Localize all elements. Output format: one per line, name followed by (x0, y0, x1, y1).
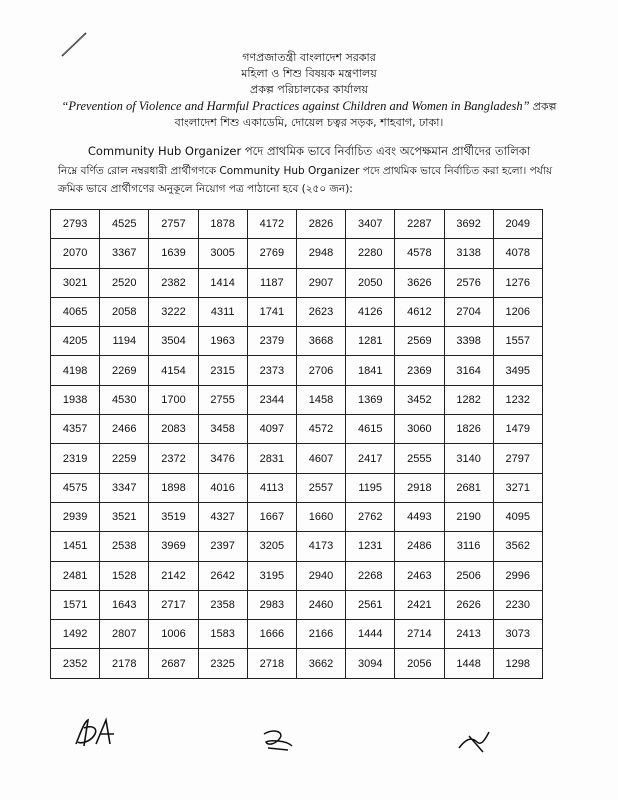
roll-number-cell: 2561 (346, 590, 395, 619)
roll-number-cell: 2413 (444, 620, 493, 649)
table-row (51, 502, 543, 531)
roll-number-cell: 3021 (51, 268, 100, 297)
table-row (51, 473, 543, 502)
roll-number-cell: 3692 (444, 210, 493, 239)
roll-number-cell: 2948 (296, 239, 345, 268)
roll-number-cell: 1841 (346, 356, 395, 385)
roll-number-cell: 1667 (247, 502, 296, 531)
roll-number-cell: 4095 (493, 502, 542, 531)
roll-number-cell: 3476 (198, 444, 247, 473)
roll-number-cell: 1639 (149, 239, 198, 268)
roll-number-cell: 1660 (296, 502, 345, 531)
roll-number-cell: 2466 (100, 415, 149, 444)
roll-number-cell: 4327 (198, 502, 247, 531)
roll-number-cell: 2642 (198, 561, 247, 590)
govt-name: গণপ্রজাতন্ত্রী বাংলাদেশ সরকার (242, 51, 376, 64)
roll-number-cell: 2417 (346, 444, 395, 473)
roll-number-cell: 3060 (395, 415, 444, 444)
roll-number-cell: 2372 (149, 444, 198, 473)
roll-number-cell: 2831 (247, 444, 296, 473)
roll-number-cell: 1276 (493, 268, 542, 297)
roll-number-cell: 2755 (198, 385, 247, 414)
roll-number-cell: 1187 (247, 268, 296, 297)
roll-number-cell: 1281 (346, 327, 395, 356)
roll-number-table (50, 209, 543, 679)
roll-number-cell: 4126 (346, 297, 395, 326)
roll-number-cell: 3668 (296, 327, 345, 356)
roll-number-cell: 1479 (493, 415, 542, 444)
roll-number-cell: 2319 (51, 444, 100, 473)
roll-number-cell: 2352 (51, 649, 100, 678)
roll-number-cell: 4612 (395, 297, 444, 326)
roll-number-cell: 2259 (100, 444, 149, 473)
roll-number-cell: 1448 (444, 649, 493, 678)
roll-number-cell: 2718 (247, 649, 296, 678)
project-suffix: প্রকল্প (532, 100, 557, 113)
roll-number-cell: 2325 (198, 649, 247, 678)
roll-number-cell: 2506 (444, 561, 493, 590)
roll-number-cell: 3495 (493, 356, 542, 385)
roll-number-cell: 3347 (100, 473, 149, 502)
roll-number-cell: 2382 (149, 268, 198, 297)
roll-number-cell: 2983 (247, 590, 296, 619)
project-title (0, 98, 618, 115)
roll-number-cell: 2626 (444, 590, 493, 619)
roll-number-cell: 3521 (100, 502, 149, 531)
roll-number-cell: 1878 (198, 210, 247, 239)
roll-number-cell: 3164 (444, 356, 493, 385)
roll-number-cell: 4097 (247, 415, 296, 444)
roll-number-cell: 3205 (247, 532, 296, 561)
roll-number-cell: 1583 (198, 620, 247, 649)
roll-number-cell: 2373 (247, 356, 296, 385)
roll-number-cell: 1963 (198, 327, 247, 356)
roll-number-cell: 3073 (493, 620, 542, 649)
roll-number-cell: 1232 (493, 385, 542, 414)
roll-number-cell: 4572 (296, 415, 345, 444)
roll-number-cell: 2793 (51, 210, 100, 239)
roll-number-cell: 2460 (296, 590, 345, 619)
roll-number-cell: 4525 (100, 210, 149, 239)
roll-number-cell: 3458 (198, 415, 247, 444)
roll-number-cell: 3398 (444, 327, 493, 356)
roll-number-cell: 1444 (346, 620, 395, 649)
table-row (51, 532, 543, 561)
roll-number-cell: 2717 (149, 590, 198, 619)
roll-number-cell: 3407 (346, 210, 395, 239)
roll-number-cell: 4154 (149, 356, 198, 385)
roll-number-cell: 1282 (444, 385, 493, 414)
roll-number-cell: 2623 (296, 297, 345, 326)
roll-number-cell: 2687 (149, 649, 198, 678)
roll-number-cell: 2315 (198, 356, 247, 385)
roll-number-cell: 3562 (493, 532, 542, 561)
roll-number-cell: 4607 (296, 444, 345, 473)
roll-number-cell: 4493 (395, 502, 444, 531)
table-row (51, 444, 543, 473)
roll-number-cell: 1741 (247, 297, 296, 326)
table-row (51, 385, 543, 414)
roll-number-cell: 1938 (51, 385, 100, 414)
table-row (51, 561, 543, 590)
roll-number-cell: 4575 (51, 473, 100, 502)
signature-3 (455, 726, 495, 756)
roll-number-cell: 2681 (444, 473, 493, 502)
table-row (51, 649, 543, 678)
roll-number-cell: 3094 (346, 649, 395, 678)
roll-number-cell: 2557 (296, 473, 345, 502)
roll-number-cell: 2463 (395, 561, 444, 590)
roll-number-cell: 2268 (346, 561, 395, 590)
roll-number-cell: 2050 (346, 268, 395, 297)
ministry-name: মহিলা ও শিশু বিষয়ক মন্ত্রণালয় (241, 67, 377, 80)
roll-number-cell: 2757 (149, 210, 198, 239)
table-row (51, 239, 543, 268)
table-row (51, 297, 543, 326)
roll-number-cell: 4357 (51, 415, 100, 444)
table-row (51, 620, 543, 649)
roll-number-cell: 1458 (296, 385, 345, 414)
roll-number-cell: 3367 (100, 239, 149, 268)
list-title: Community Hub Organizer পদে প্রাথমিক ভাবে নির্বাচিত এবং অপেক্ষমান প্রার্থীদের তালিকা (87, 144, 531, 158)
roll-number-cell: 2280 (346, 239, 395, 268)
roll-number-cell: 2397 (198, 532, 247, 561)
roll-number-cell: 3138 (444, 239, 493, 268)
roll-number-cell: 2569 (395, 327, 444, 356)
roll-number-cell: 4615 (346, 415, 395, 444)
roll-number-cell: 2166 (296, 620, 345, 649)
list-description: নিম্নে বর্ণিত রোল নম্বরধারী প্রার্থীগণকে Community Hub Organizer পদে প্রাথমিক ভাবে নির্বাচিত করা হলো। পর্যায় ক্রমিক ভাবে প্রার্থীগণের অনুকূলে নিয়োগ পত্র পাঠানো হবে (২৫০ জন): (58, 165, 553, 195)
roll-number-cell: 1643 (100, 590, 149, 619)
roll-number-cell: 4578 (395, 239, 444, 268)
roll-number-cell: 1195 (346, 473, 395, 502)
table-row (51, 356, 543, 385)
roll-number-cell: 3005 (198, 239, 247, 268)
roll-number-cell: 1006 (149, 620, 198, 649)
roll-number-cell: 2190 (444, 502, 493, 531)
roll-number-cell: 2762 (346, 502, 395, 531)
roll-number-cell: 2520 (100, 268, 149, 297)
roll-number-cell: 2538 (100, 532, 149, 561)
table-row (51, 415, 543, 444)
roll-number-cell: 3195 (247, 561, 296, 590)
roll-number-cell: 1206 (493, 297, 542, 326)
roll-number-cell: 2706 (296, 356, 345, 385)
table-row (51, 327, 543, 356)
table-row (51, 590, 543, 619)
roll-number-cell: 1898 (149, 473, 198, 502)
roll-number-cell: 3626 (395, 268, 444, 297)
roll-number-cell: 2576 (444, 268, 493, 297)
roll-number-cell: 2344 (247, 385, 296, 414)
roll-number-cell: 3662 (296, 649, 345, 678)
document-header (0, 50, 618, 131)
roll-number-cell: 2230 (493, 590, 542, 619)
roll-number-cell: 1826 (444, 415, 493, 444)
roll-number-cell: 2826 (296, 210, 345, 239)
roll-number-cell: 1666 (247, 620, 296, 649)
roll-number-cell: 1414 (198, 268, 247, 297)
roll-number-cell: 1492 (51, 620, 100, 649)
roll-number-cell: 4198 (51, 356, 100, 385)
roll-number-cell: 2049 (493, 210, 542, 239)
roll-number-cell: 2907 (296, 268, 345, 297)
signature-1 (70, 714, 130, 754)
roll-number-cell: 2287 (395, 210, 444, 239)
roll-number-cell: 2083 (149, 415, 198, 444)
roll-number-cell: 4078 (493, 239, 542, 268)
roll-number-cell: 4311 (198, 297, 247, 326)
roll-number-cell: 2369 (395, 356, 444, 385)
roll-number-cell: 1700 (149, 385, 198, 414)
roll-number-cell: 4530 (100, 385, 149, 414)
roll-number-cell: 2939 (51, 502, 100, 531)
roll-number-cell: 2142 (149, 561, 198, 590)
roll-number-cell: 2807 (100, 620, 149, 649)
roll-number-cell: 1231 (346, 532, 395, 561)
roll-number-cell: 4172 (247, 210, 296, 239)
roll-number-cell: 2940 (296, 561, 345, 590)
table-row (51, 268, 543, 297)
roll-number-cell: 2797 (493, 444, 542, 473)
roll-number-cell: 2421 (395, 590, 444, 619)
roll-number-cell: 2379 (247, 327, 296, 356)
roll-number-cell: 3452 (395, 385, 444, 414)
office-name: প্রকল্প পরিচালকের কার্যালয় (250, 83, 368, 96)
roll-number-cell: 2714 (395, 620, 444, 649)
roll-number-cell: 1298 (493, 649, 542, 678)
roll-number-cell: 4205 (51, 327, 100, 356)
project-name: “Prevention of Violence and Harmful Practices against Children and Women in Bangladesh” (61, 99, 530, 113)
roll-number-cell: 2178 (100, 649, 149, 678)
roll-number-cell: 3116 (444, 532, 493, 561)
roll-number-cell: 3140 (444, 444, 493, 473)
roll-number-cell: 1194 (100, 327, 149, 356)
office-address: বাংলাদেশ শিশু একাডেমি, দোয়েল চত্বর সড়ক, শাহবাগ, ঢাকা। (174, 116, 444, 129)
roll-number-cell: 2996 (493, 561, 542, 590)
roll-number-cell: 2918 (395, 473, 444, 502)
roll-number-cell: 1571 (51, 590, 100, 619)
roll-number-cell: 2486 (395, 532, 444, 561)
signature-2 (260, 726, 300, 756)
roll-number-cell: 2058 (100, 297, 149, 326)
roll-number-cell: 3969 (149, 532, 198, 561)
roll-number-cell: 3222 (149, 297, 198, 326)
roll-number-cell: 1369 (346, 385, 395, 414)
roll-number-cell: 2704 (444, 297, 493, 326)
roll-number-cell: 3519 (149, 502, 198, 531)
roll-number-cell: 1528 (100, 561, 149, 590)
roll-number-cell: 1557 (493, 327, 542, 356)
roll-number-cell: 1451 (51, 532, 100, 561)
roll-number-cell: 2769 (247, 239, 296, 268)
roll-number-cell: 3504 (149, 327, 198, 356)
roll-number-cell: 2269 (100, 356, 149, 385)
roll-number-cell: 2481 (51, 561, 100, 590)
signature-area (0, 712, 618, 762)
table-row (51, 210, 543, 239)
roll-number-cell: 2358 (198, 590, 247, 619)
roll-number-cell: 3271 (493, 473, 542, 502)
roll-number-cell: 2070 (51, 239, 100, 268)
roll-number-cell: 4016 (198, 473, 247, 502)
roll-number-cell: 4065 (51, 297, 100, 326)
roll-number-cell: 2056 (395, 649, 444, 678)
roll-number-cell: 4113 (247, 473, 296, 502)
roll-number-cell: 4173 (296, 532, 345, 561)
roll-number-cell: 2555 (395, 444, 444, 473)
